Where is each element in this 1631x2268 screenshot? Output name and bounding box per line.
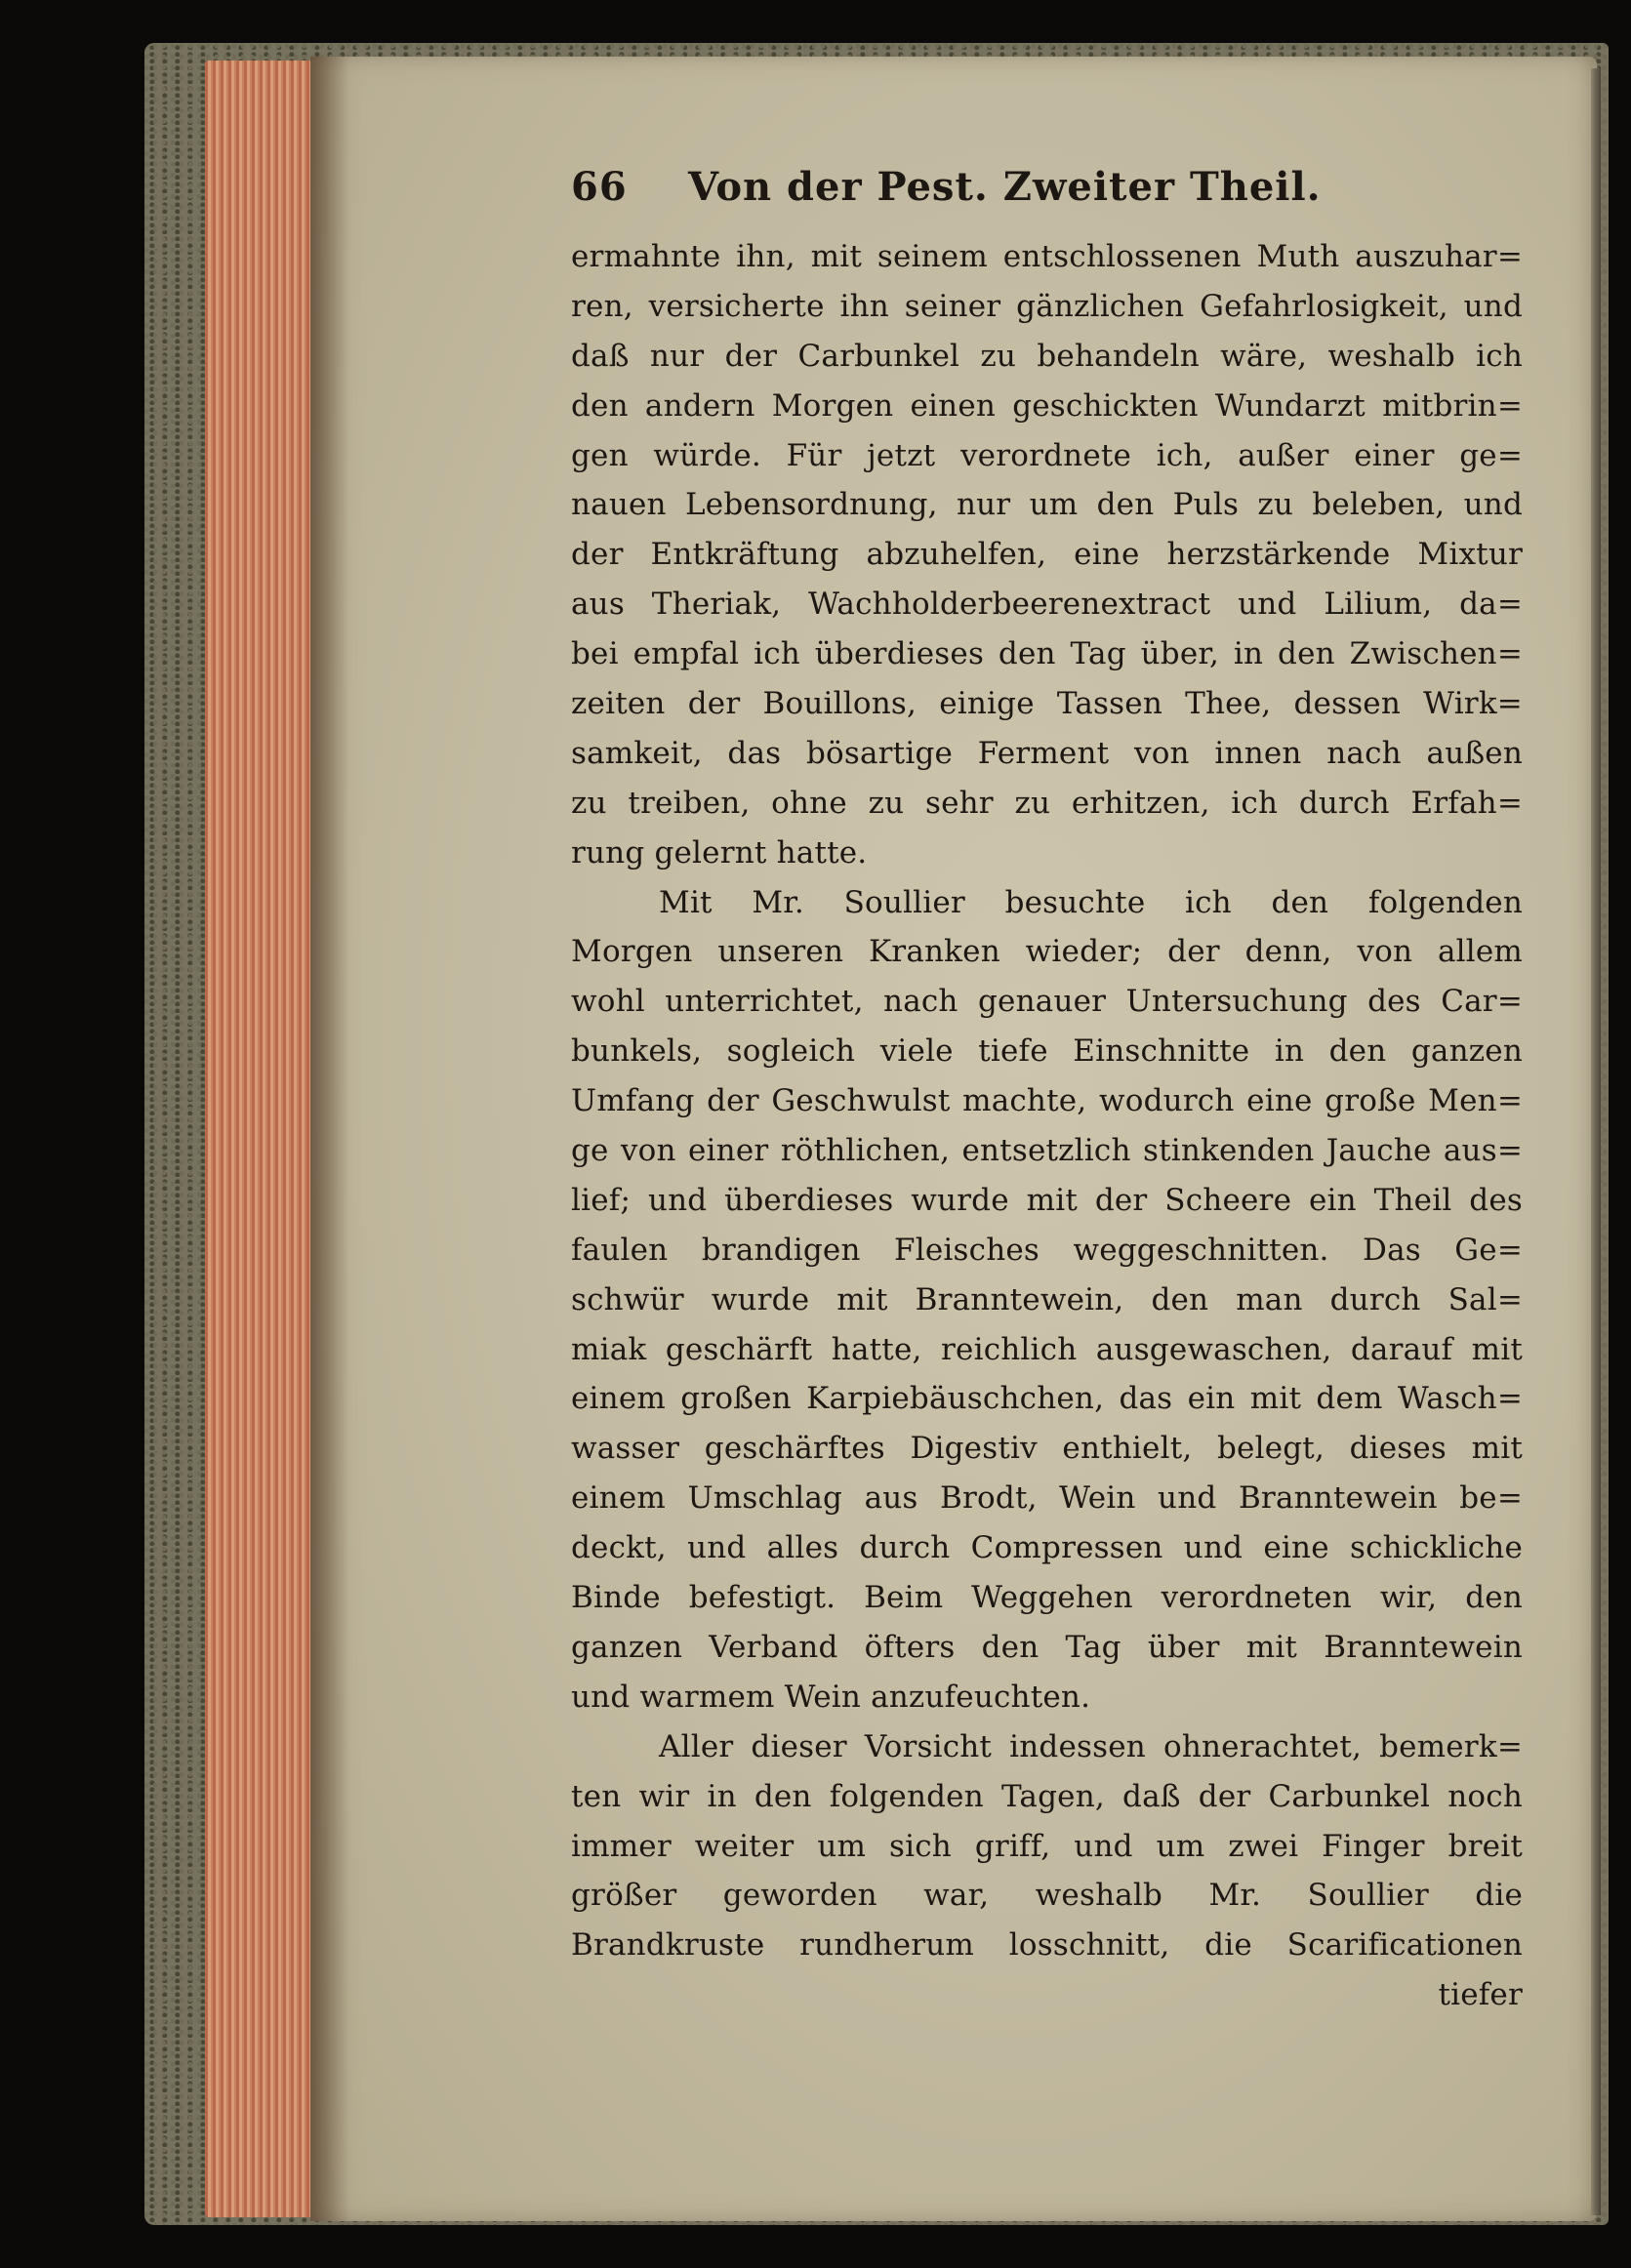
text-line: miak geschärft hatte, reichlich ausgewaschen, darauf mit [571,1331,1523,1367]
paragraph-1 [571,232,1523,878]
text-line: samkeit, das bösartige Ferment von innen nach außen [571,735,1523,771]
text-line: ren, versicherte ihn seiner gänzlichen Gefahrlosigkeit, und [571,288,1523,324]
text-line: den andern Morgen einen geschickten Wundarzt mitbrin= [571,387,1523,424]
text-line: Aller dieser Vorsicht indessen ohnerachtet, bemerk= [659,1728,1523,1764]
paragraph-2 [571,878,1523,1722]
text-line: Binde befestigt. Beim Weggehen verordneten wir, den [571,1580,1523,1616]
text-line: ermahnte ihn, mit seinem entschlossenen Muth auszuhar= [571,239,1523,274]
gutter-shadow [310,57,349,2221]
text-line: aus Theriak, Wachholderbeerenextract und Lilium, da= [571,587,1523,623]
running-head [571,164,1523,232]
text-line: bunkels, sogleich viele tiefe Einschnitte in den ganzen [571,1033,1523,1070]
text-line: bei empfal ich überdieses den Tag über, in den Zwischen= [571,636,1523,672]
text-line: Brandkruste rundherum losschnitt, die Scarificationen [571,1927,1523,1964]
text-line: faulen brandigen Fleisches weggeschnitten. Das Ge= [571,1232,1523,1268]
text-line: Umfang der Geschwulst machte, wodurch eine große Men= [571,1083,1523,1119]
text-line: immer weiter um sich griff, und um zwei Finger breit [571,1828,1523,1864]
text-line: zu treiben, ohne zu sehr zu erhitzen, ich durch Erfah= [571,785,1523,821]
text-line: zeiten der Bouillons, einige Tassen Thee, dessen Wirk= [571,686,1523,722]
catchword: tiefer [1438,1977,1523,2013]
text-line: wohl unterrichtet, nach genauer Untersuchung des Car= [571,984,1523,1020]
text-line: größer geworden war, weshalb Mr. Soullier die [571,1878,1523,1914]
paragraph-3 [571,1722,1523,1970]
text-line: wasser geschärftes Digestiv enthielt, belegt, dieses mit [571,1431,1523,1467]
page-edges [205,61,322,2217]
text-block [571,164,1523,2020]
text-line: schwür wurde mit Branntewein, den man durch Sal= [571,1281,1523,1317]
page-number: 66 [571,164,628,210]
text-line: einem großen Karpiebäuschchen, das ein mit dem Wasch= [571,1381,1523,1417]
text-line: Morgen unseren Kranken wieder; der denn, von allem [571,934,1523,970]
text-line: nauen Lebensordnung, nur um den Puls zu beleben, und [571,487,1523,523]
text-line: deckt, und alles durch Compressen und eine schickliche [571,1530,1523,1566]
text-line: ten wir in den folgenden Tagen, daß der Carbunkel noch [571,1778,1523,1814]
text-line: lief; und überdieses wurde mit der Scheere ein Theil des [571,1182,1523,1218]
text-line: der Entkräftung abzuhelfen, eine herzstärkende Mixtur [571,537,1523,573]
text-line: gen würde. Für jetzt verordnete ich, außer einer ge= [571,437,1523,473]
text-line: ge von einer röthlichen, entsetzlich stinkenden Jauche aus= [571,1133,1523,1169]
page-right-edge [1591,68,1601,2215]
text-line: einem Umschlag aus Brodt, Wein und Branntewein be= [571,1480,1523,1517]
text-line: Mit Mr. Soullier besuchte ich den folgenden [659,884,1523,920]
text-line: rung gelernt hatte. [571,834,868,871]
text-line: ganzen Verband öfters den Tag über mit Branntewein [571,1629,1523,1665]
text-line: und warmem Wein anzufeuchten. [571,1679,1091,1715]
text-line: daß nur der Carbunkel zu behandeln wäre, weshalb ich [571,338,1523,374]
running-title: Von der Pest. Zweiter Theil. [688,164,1322,210]
